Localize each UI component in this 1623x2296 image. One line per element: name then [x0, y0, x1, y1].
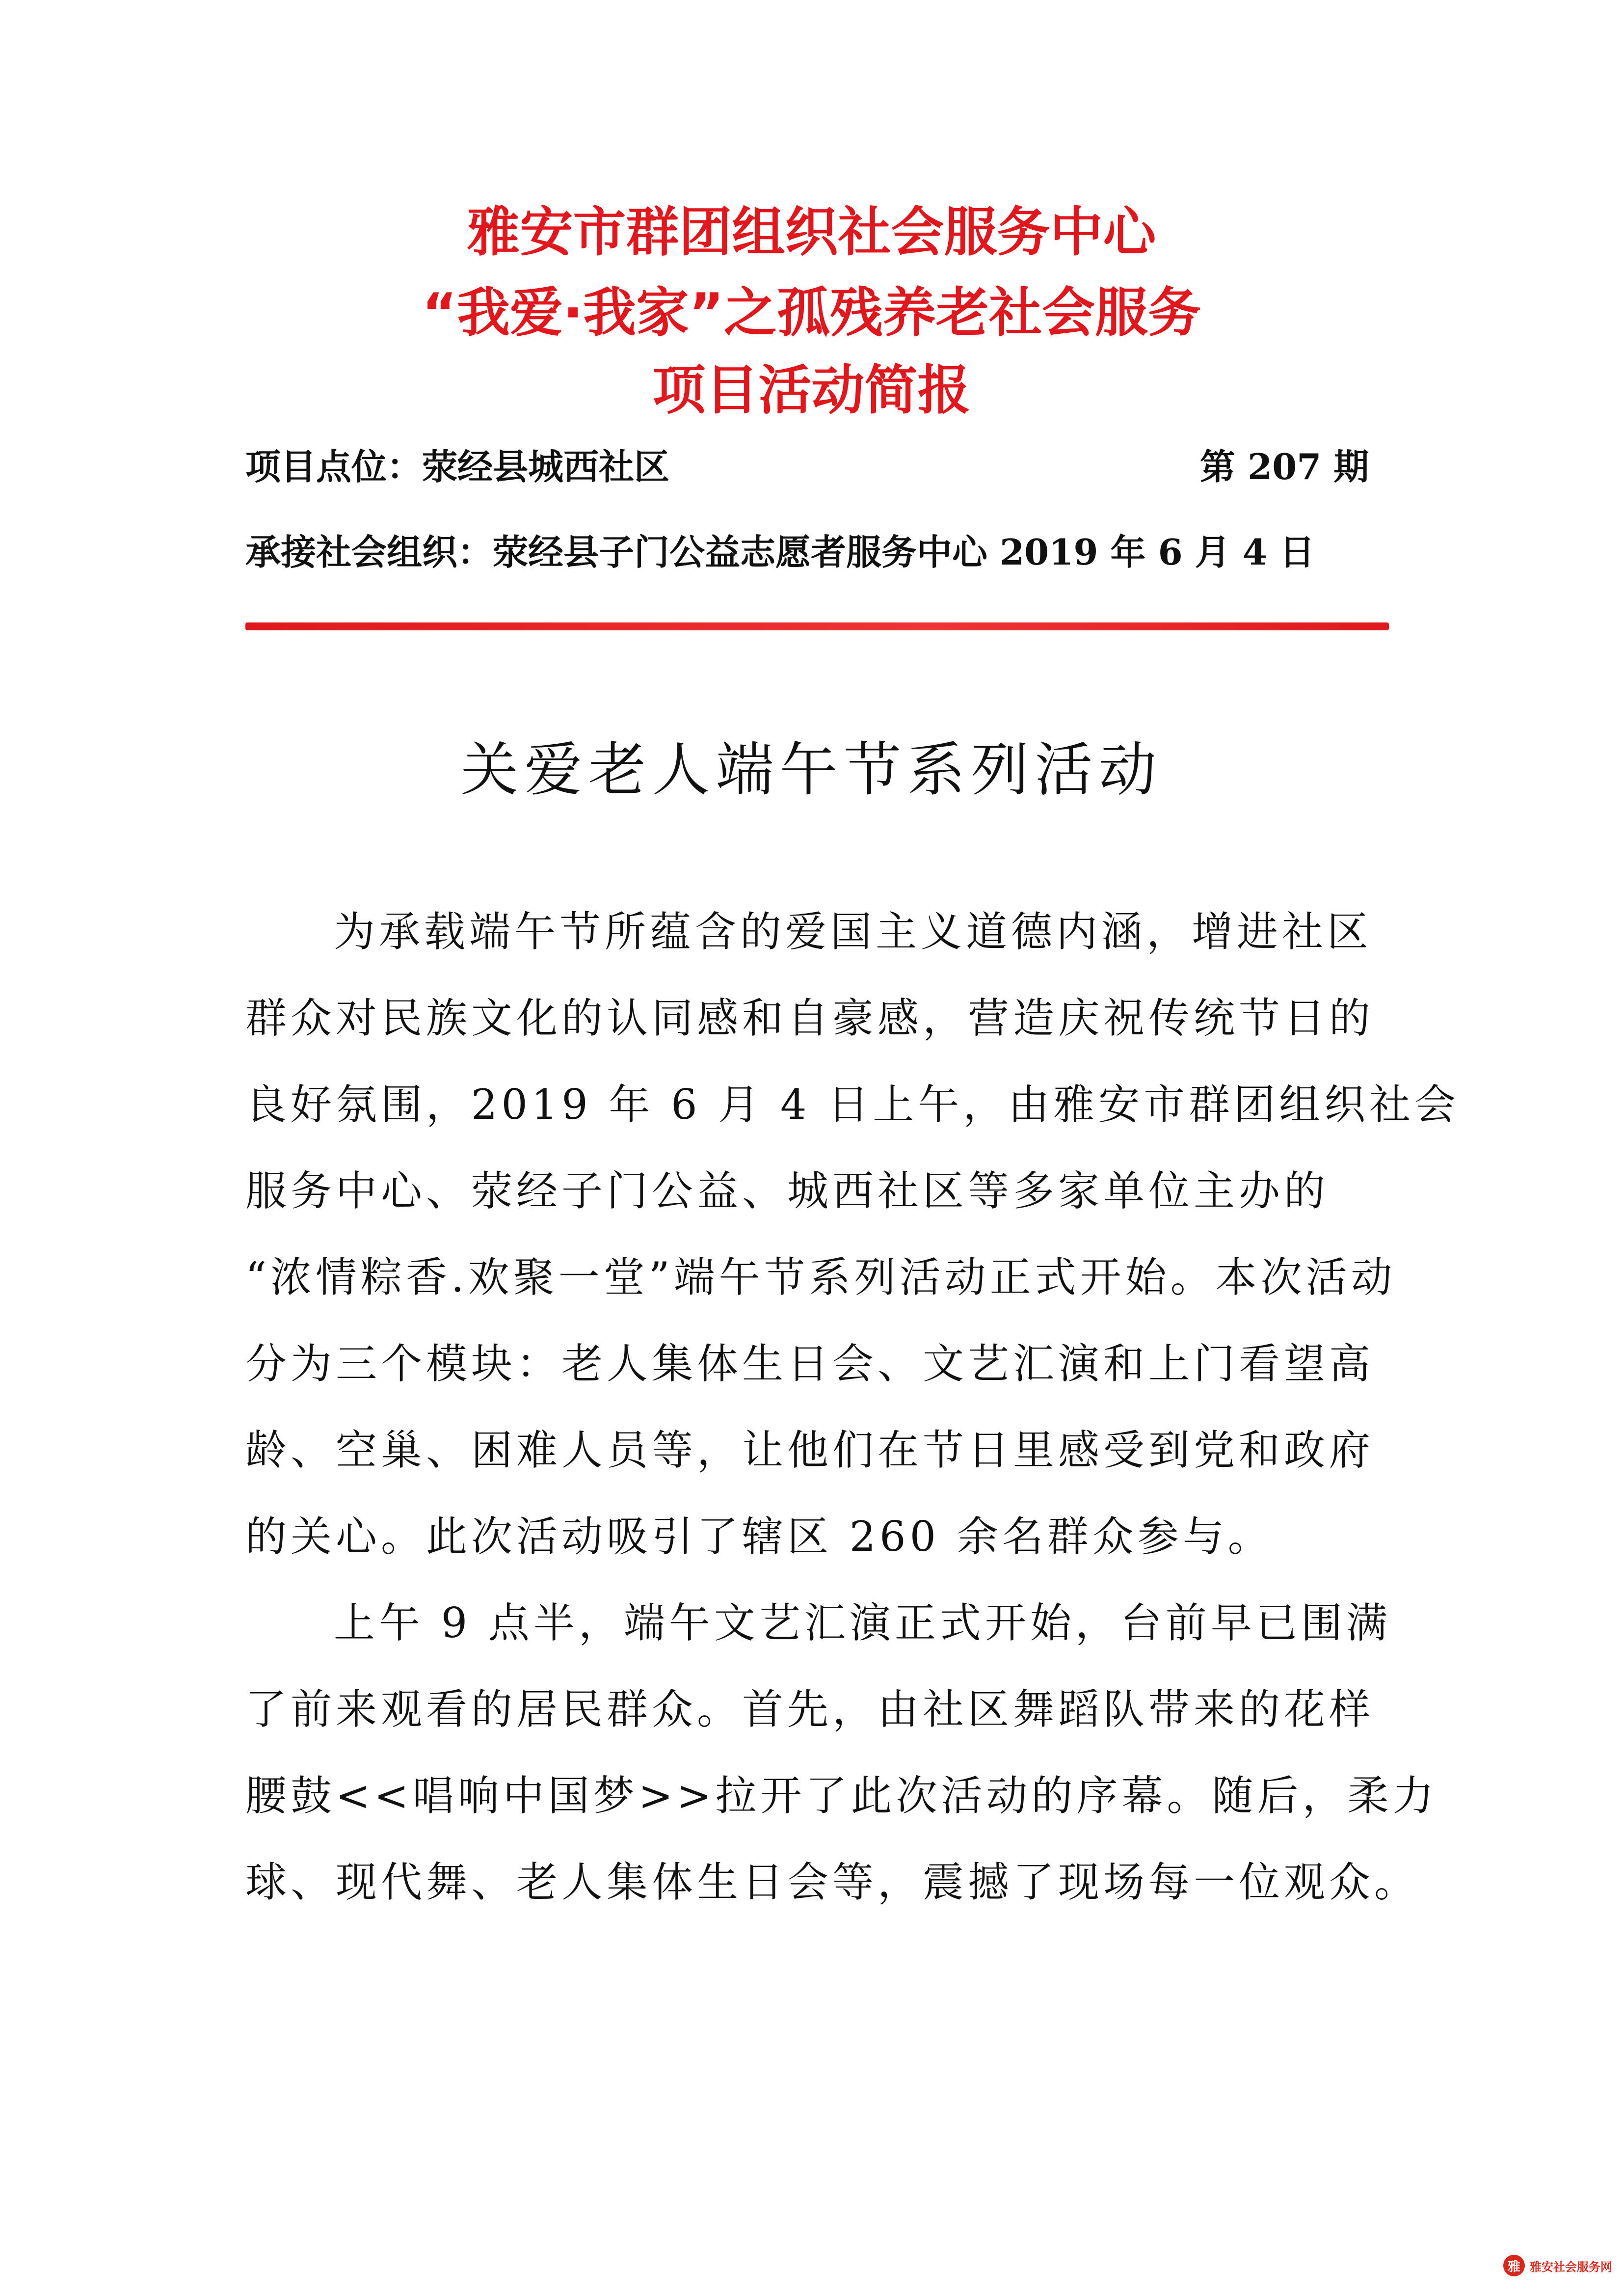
body-line: 腰鼓<<唱响中国梦>>拉开了此次活动的序幕。随后，柔力 — [245, 1772, 1438, 1820]
header-title-line-1: 雅安市群团组织社会服务中心 — [467, 202, 1156, 263]
header-divider — [245, 622, 1389, 630]
header-title-line-2: “我爱·我家”之孤残养老社会服务 — [422, 282, 1201, 344]
body-line: 了前来观看的居民群众。首先，由社区舞蹈队带来的花样 — [245, 1685, 1375, 1733]
body-line: 群众对民族文化的认同感和自豪感，营造庆祝传统节日的 — [245, 994, 1375, 1042]
project-location: 项目点位：荥经县城西社区 — [245, 446, 670, 487]
body-line: 为承载端午节所蕴含的爱国主义道德内涵，增进社区 — [334, 908, 1373, 956]
issue-number: 第 207 期 — [1200, 446, 1369, 487]
body-line: 的关心。此次活动吸引了辖区 260 余名群众参与。 — [245, 1513, 1273, 1561]
watermark-text: 雅安社会服务网 — [1530, 2260, 1612, 2274]
watermark-seal-icon: 雅 — [1503, 2255, 1525, 2276]
body-line: 球、现代舞、老人集体生日会等，震撼了现场每一位观众。 — [245, 1858, 1420, 1906]
body-line: “浓情粽香.欢聚一堂”端午节系列活动正式开始。本次活动 — [245, 1253, 1396, 1301]
organization-and-date: 承接社会组织：荥经县子门公益志愿者服务中心 2019 年 6 月 4 日 — [245, 531, 1315, 573]
site-watermark — [1503, 2255, 1612, 2276]
article-title: 关爱老人端午节系列活动 — [460, 736, 1163, 804]
body-line: 上午 9 点半，端午文艺汇演正式开始，台前早已围满 — [334, 1599, 1391, 1647]
body-line: 龄、空巢、困难人员等，让他们在节日里感受到党和政府 — [245, 1426, 1375, 1474]
header-title-line-3: 项目活动简报 — [652, 360, 971, 421]
body-line: 良好氛围，2019 年 6 月 4 日上午，由雅安市群团组织社会 — [245, 1080, 1460, 1129]
body-line: 分为三个模块：老人集体生日会、文艺汇演和上门看望高 — [245, 1340, 1375, 1388]
body-line: 服务中心、荥经子门公益、城西社区等多家单位主办的 — [245, 1167, 1330, 1215]
